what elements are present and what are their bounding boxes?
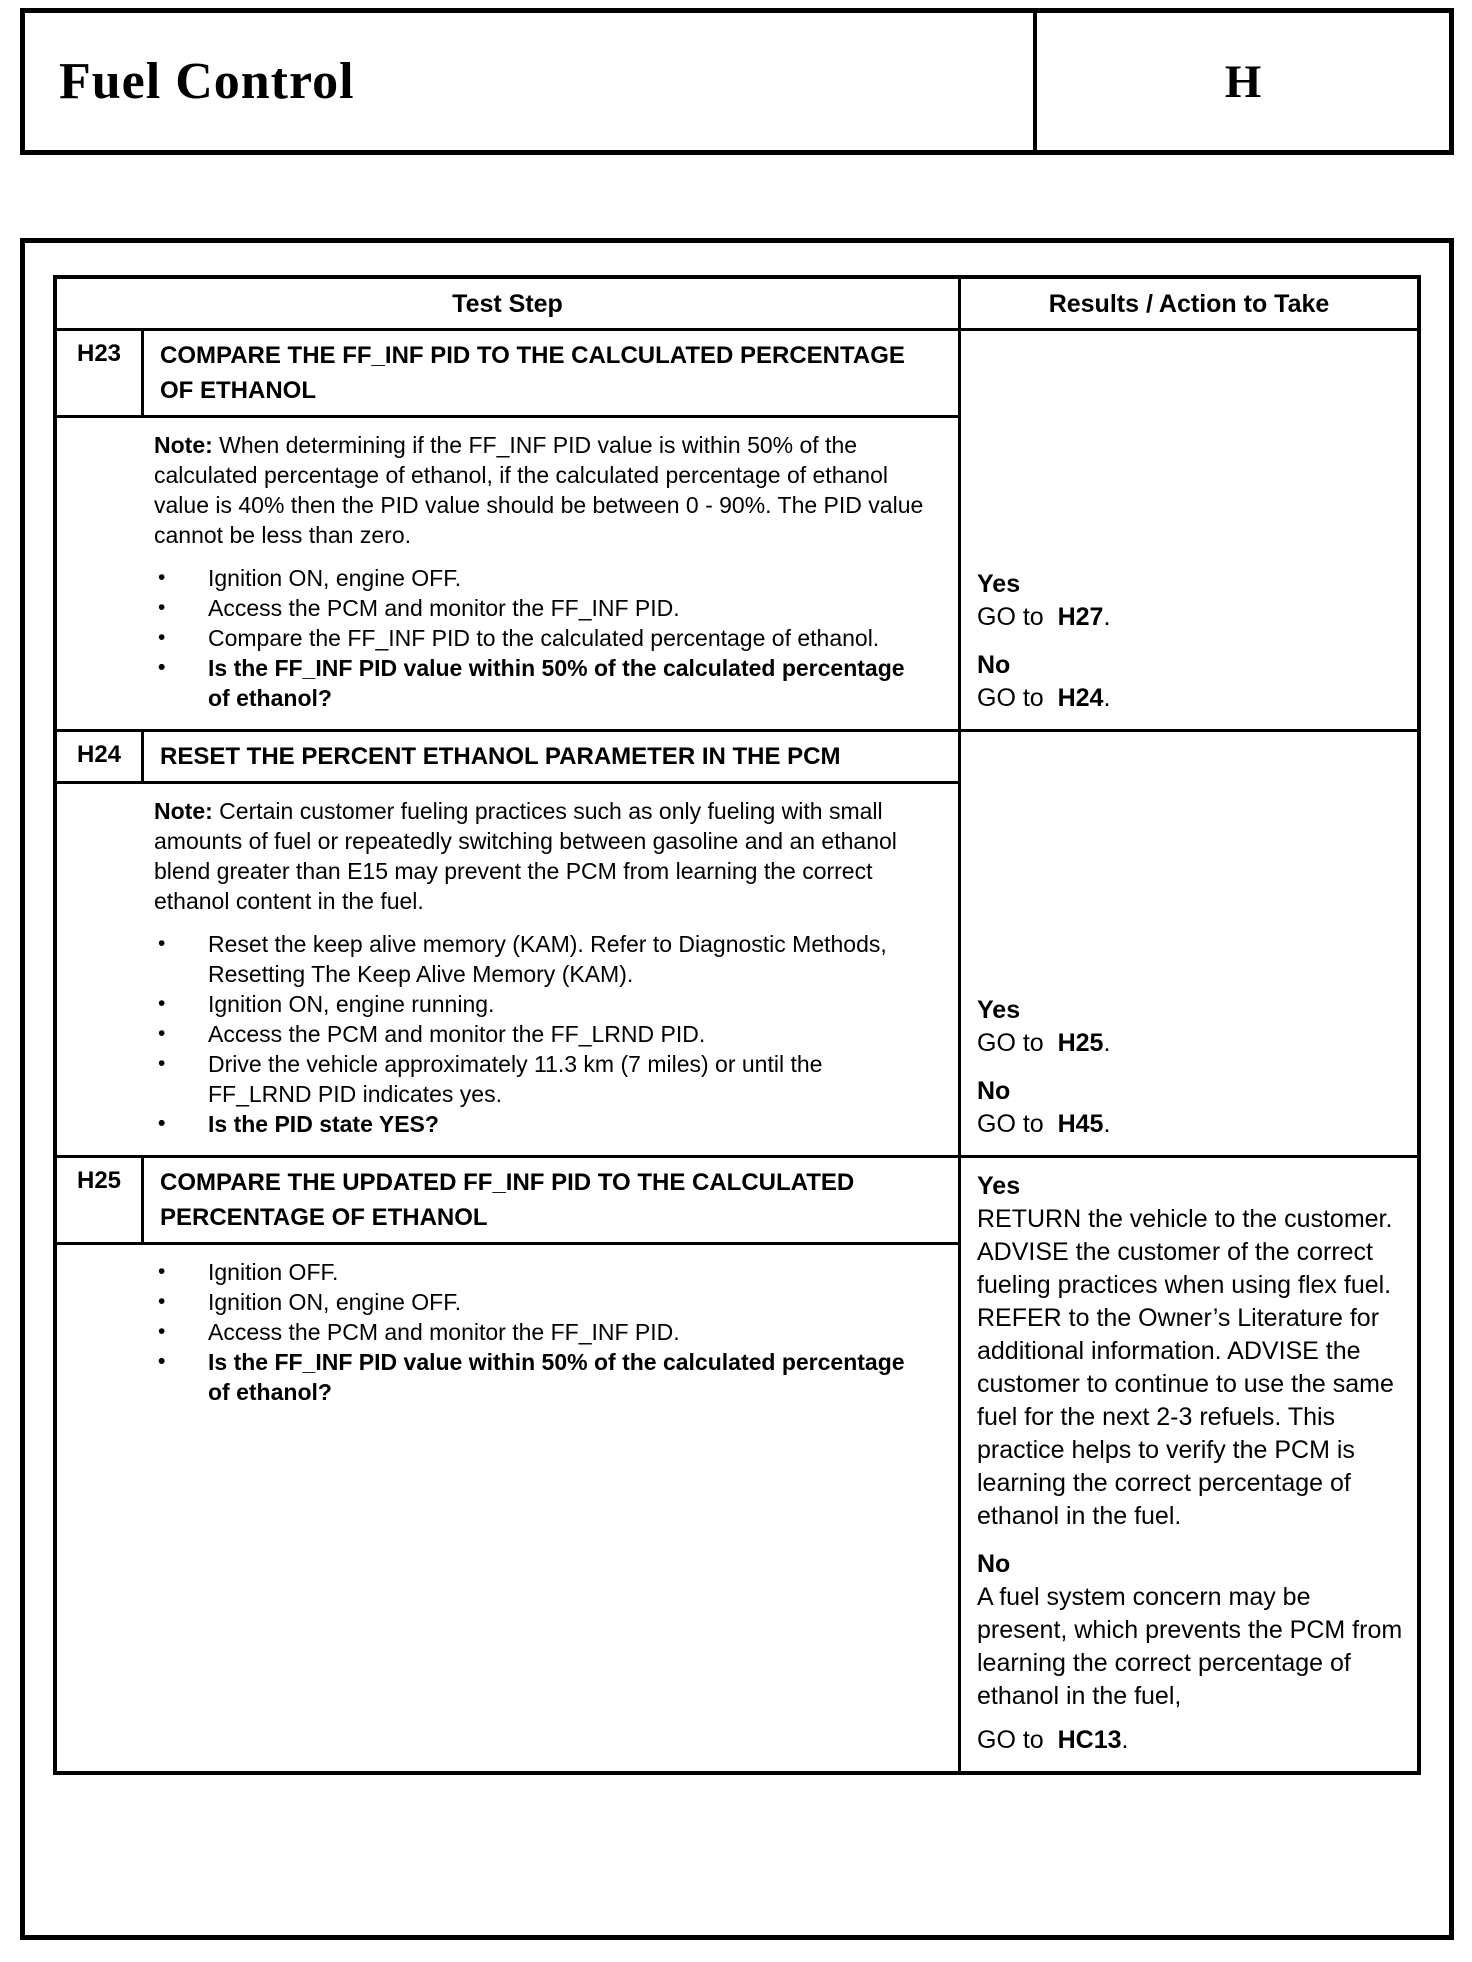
result-go-line: GO to H45. <box>977 1110 1111 1138</box>
step-id: H23 <box>57 331 144 415</box>
bullet-marker: • <box>158 992 166 1015</box>
bullet-text: Reset the keep alive memory (KAM). Refer to Diagnostic Methods, Resetting The Keep Alive Memory (KAM). <box>208 931 887 987</box>
bullet-marker: • <box>158 656 166 679</box>
step-title: COMPARE THE FF_INF PID TO THE CALCULATED PERCENTAGE OF ETHANOL <box>160 342 905 404</box>
result-group <box>977 1170 1407 1533</box>
result-body: A fuel system concern may be present, which prevents the PCM from learning the correct percentage of ethanol in the fuel, <box>977 1583 1403 1710</box>
step-body <box>57 415 958 729</box>
bullet-item <box>154 1287 928 1317</box>
note-text: Certain customer fueling practices such as only fueling with small amounts of fuel or repeatedly switching between gasoline and an ethanol blend greater than E15 may prevent the PCM from learning the correct ethanol content in the fuel. <box>154 798 897 914</box>
result-group <box>977 1548 1407 1757</box>
step-body <box>57 781 958 1155</box>
bullet-marker: • <box>158 1022 166 1045</box>
bullet-marker: • <box>158 566 166 589</box>
bullet-item <box>154 653 928 713</box>
result-go-target: H45 <box>1057 1110 1104 1138</box>
bullet-item <box>154 1347 928 1407</box>
page-title-cell <box>25 13 1033 150</box>
result-go-target: HC13 <box>1057 1726 1122 1754</box>
note-label: Note: <box>154 432 213 458</box>
result-go-target: H25 <box>1057 1029 1104 1057</box>
section-letter-cell <box>1033 13 1449 150</box>
bullet-text: Is the FF_INF PID value within 50% of the calculated percentage of ethanol? <box>208 1349 905 1405</box>
result-go-line: GO to H24. <box>977 684 1111 712</box>
step-row <box>57 328 1417 729</box>
result-answer: No <box>977 1550 1011 1578</box>
result-answer: Yes <box>977 996 1021 1024</box>
bullet-marker: • <box>158 1290 166 1313</box>
result-go-line: GO to H27. <box>977 603 1111 631</box>
bullet-marker: • <box>158 1350 166 1373</box>
bullet-text: Access the PCM and monitor the FF_INF PID. <box>208 1319 680 1345</box>
bullet-marker: • <box>158 596 166 619</box>
bullet-list <box>154 929 928 1139</box>
result-group <box>977 1075 1407 1141</box>
bullet-marker: • <box>158 1052 166 1075</box>
step-title: COMPARE THE UPDATED FF_INF PID TO THE CALCULATED PERCENTAGE OF ETHANOL <box>160 1169 855 1231</box>
step-note <box>154 430 928 550</box>
content-frame <box>20 238 1454 1940</box>
bullet-text: Drive the vehicle approximately 11.3 km (7 miles) or until the FF_LRND PID indicates yes. <box>208 1051 823 1107</box>
result-group <box>977 568 1407 634</box>
bullet-marker: • <box>158 1320 166 1343</box>
result-group <box>977 994 1407 1060</box>
bullet-marker: • <box>158 932 166 955</box>
bullet-marker: • <box>158 626 166 649</box>
bullet-item <box>154 563 928 593</box>
bullet-item <box>154 989 928 1019</box>
bullet-marker: • <box>158 1260 166 1283</box>
bullet-item <box>154 1317 928 1347</box>
step-title: RESET THE PERCENT ETHANOL PARAMETER IN THE PCM <box>160 743 841 770</box>
bullet-text: Ignition OFF. <box>208 1259 339 1285</box>
note-label: Note: <box>154 798 213 824</box>
result-body: RETURN the vehicle to the customer. ADVISE the customer of the correct fueling practices when using flex fuel. REFER to the Owner’s Literature for additional information. ADVISE the customer to continue to use the same fuel for the next 2-3 refuels. This practice helps to verify the PCM is learning the correct percentage of ethanol in the fuel. <box>977 1205 1394 1530</box>
bullet-item <box>154 593 928 623</box>
result-go-target: H27 <box>1057 603 1104 631</box>
step-row <box>57 1155 1417 1771</box>
result-answer: No <box>977 651 1011 679</box>
column-header-results: Results / Action to Take <box>958 279 1417 328</box>
bullet-item <box>154 1019 928 1049</box>
result-group <box>977 649 1407 715</box>
bullet-item <box>154 1257 928 1287</box>
bullet-text: Access the PCM and monitor the FF_INF PID. <box>208 595 680 621</box>
step-results <box>958 1158 1417 1771</box>
step-id: H24 <box>57 732 144 781</box>
step-row <box>57 729 1417 1155</box>
bullet-text: Ignition ON, engine OFF. <box>208 565 462 591</box>
page-title: Fuel Control <box>59 53 355 110</box>
bullet-text: Ignition ON, engine OFF. <box>208 1289 462 1315</box>
bullet-item <box>154 1049 928 1109</box>
bullet-list <box>154 1257 928 1407</box>
pinpoint-test-table <box>53 275 1421 1775</box>
result-answer: Yes <box>977 570 1021 598</box>
result-go-line: GO to H25. <box>977 1029 1111 1057</box>
bullet-text: Compare the FF_INF PID to the calculated percentage of ethanol. <box>208 625 880 651</box>
result-go-target: H24 <box>1057 684 1104 712</box>
section-letter: H <box>1224 55 1262 108</box>
bullet-text: Access the PCM and monitor the FF_LRND PID. <box>208 1021 706 1047</box>
bullet-item <box>154 1109 928 1139</box>
note-text: When determining if the FF_INF PID value is within 50% of the calculated percentage of ethanol, if the calculated percentage of ethanol value is 40% then the PID value should be between 0 - 90%. The PID value cannot be less than zero. <box>154 432 924 548</box>
step-note <box>154 796 928 916</box>
result-go-line: GO to HC13. <box>977 1726 1129 1754</box>
bullet-item <box>154 623 928 653</box>
table-header-row <box>57 279 1417 328</box>
step-body <box>57 1242 958 1771</box>
result-answer: No <box>977 1077 1011 1105</box>
bullet-text: Is the PID state YES? <box>208 1111 439 1137</box>
test-steps <box>57 328 1417 1771</box>
step-results <box>958 331 1417 729</box>
bullet-text: Is the FF_INF PID value within 50% of the calculated percentage of ethanol? <box>208 655 905 711</box>
bullet-text: Ignition ON, engine running. <box>208 991 495 1017</box>
column-header-test-step: Test Step <box>452 290 563 318</box>
result-answer: Yes <box>977 1172 1021 1200</box>
step-results <box>958 732 1417 1155</box>
bullet-item <box>154 929 928 989</box>
bullet-list <box>154 563 928 713</box>
bullet-marker: • <box>158 1112 166 1135</box>
page-title-band <box>20 8 1454 155</box>
step-id: H25 <box>57 1158 144 1242</box>
